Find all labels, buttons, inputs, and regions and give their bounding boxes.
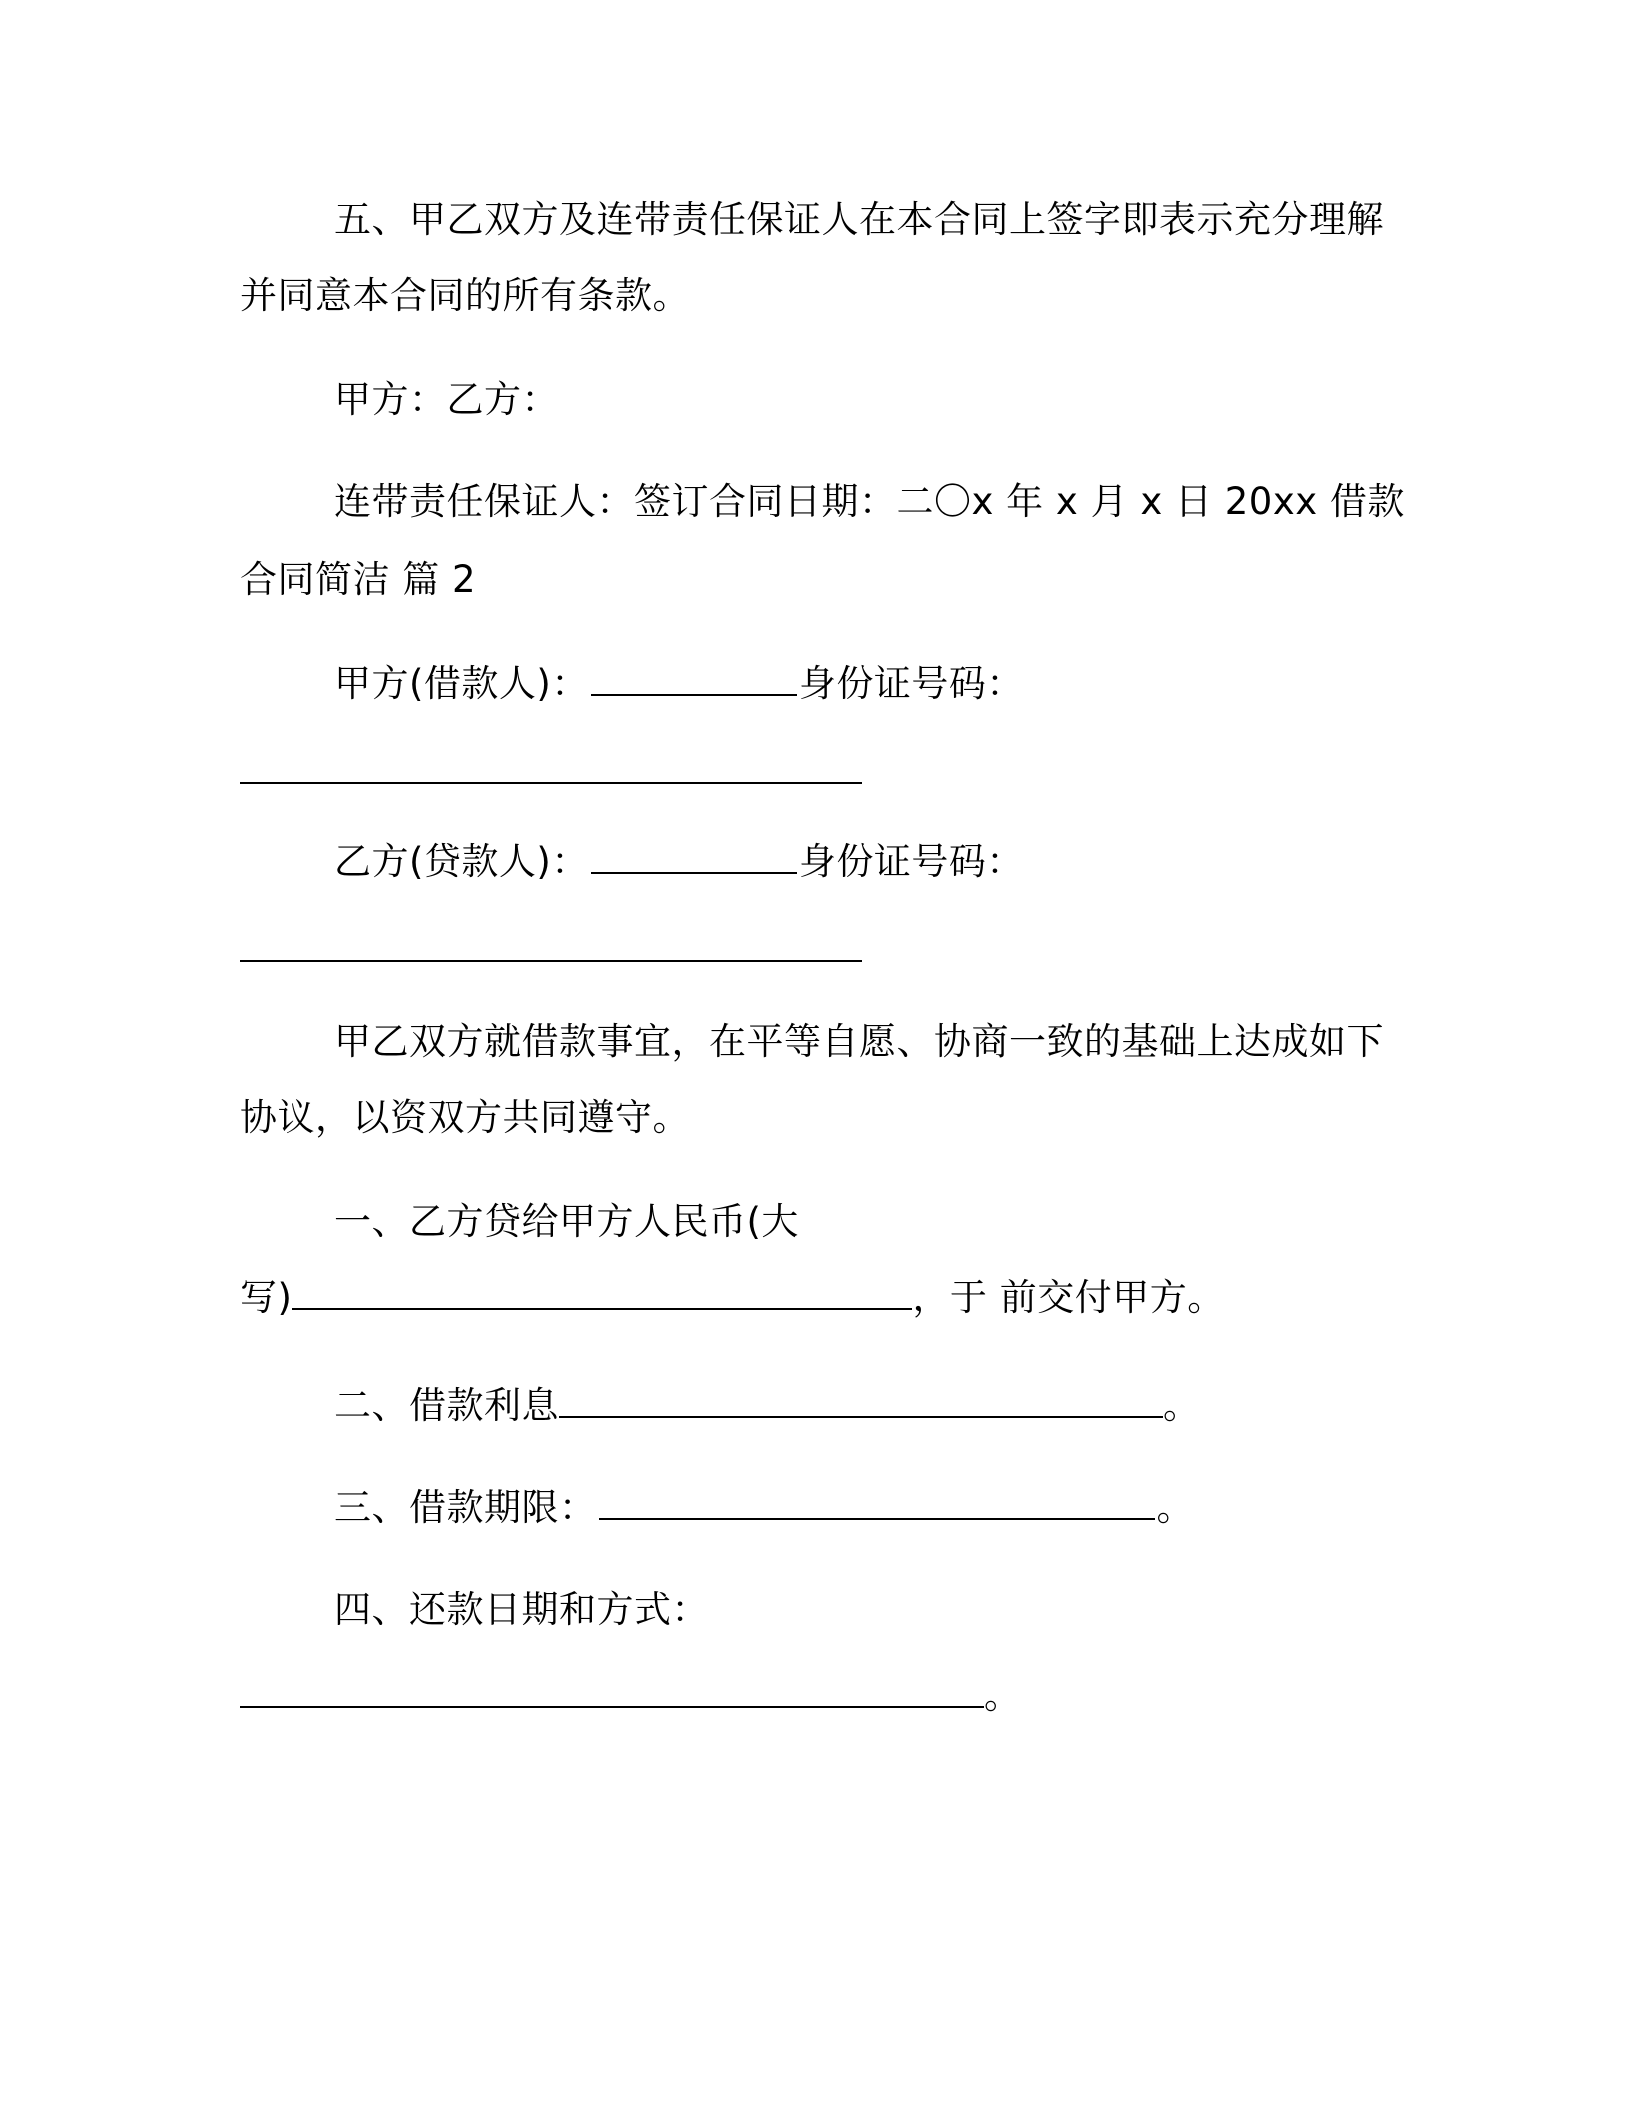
clause4-blank-line <box>240 1672 1022 1720</box>
borrower-id-blank <box>240 748 862 784</box>
clause4-repayment-blank <box>240 1672 984 1708</box>
clause3-line <box>334 1484 1194 1532</box>
borrower-line <box>334 660 1024 708</box>
clause1-prefix: 写) <box>240 1276 293 1319</box>
clause1-line1: 一、乙方贷给甲方人民币(大 <box>334 1200 799 1243</box>
borrower-name-blank <box>591 660 797 696</box>
lender-id-label: 身份证号码： <box>798 840 1024 883</box>
clause3-end: 。 <box>1156 1486 1194 1529</box>
clause3-term-blank <box>599 1484 1155 1520</box>
clause1-amount-blank <box>292 1274 912 1310</box>
clause1-suffix: ，于 前交付甲方。 <box>912 1276 1225 1319</box>
intro-paragraph-line2: 协议，以资双方共同遵守。 <box>240 1096 690 1139</box>
clause2-interest-blank <box>559 1382 1163 1418</box>
lender-line <box>334 838 1024 886</box>
borrower-label: 甲方(借款人)： <box>334 662 589 705</box>
lender-id-blank <box>240 926 862 962</box>
clause4-end: 。 <box>984 1674 1022 1717</box>
clause2-line <box>334 1382 1201 1430</box>
clause4-line: 四、还款日期和方式： <box>334 1588 709 1631</box>
intro-paragraph-line1: 甲乙双方就借款事宜，在平等自愿、协商一致的基础上达成如下 <box>334 1020 1384 1063</box>
clause2-end: 。 <box>1163 1384 1201 1427</box>
lender-id-blank-line <box>240 926 862 974</box>
borrower-id-blank-line <box>240 748 862 796</box>
borrower-id-label: 身份证号码： <box>798 662 1024 705</box>
guarantor-date-line1: 连带责任保证人：签订合同日期：二〇x 年 x 月 x 日 20xx 借款 <box>334 480 1405 523</box>
paragraph-signature-clause-line1: 五、甲乙双方及连带责任保证人在本合同上签字即表示充分理解 <box>334 198 1384 241</box>
clause2-label: 二、借款利息 <box>334 1384 559 1427</box>
clause3-label: 三、借款期限： <box>334 1486 597 1529</box>
lender-label: 乙方(贷款人)： <box>334 840 589 883</box>
party-signature-line: 甲方：乙方： <box>334 378 559 421</box>
guarantor-date-line2: 合同简洁 篇 2 <box>240 558 477 601</box>
clause1-line2 <box>240 1274 1225 1322</box>
paragraph-signature-clause-line2: 并同意本合同的所有条款。 <box>240 274 690 317</box>
lender-name-blank <box>591 838 797 874</box>
